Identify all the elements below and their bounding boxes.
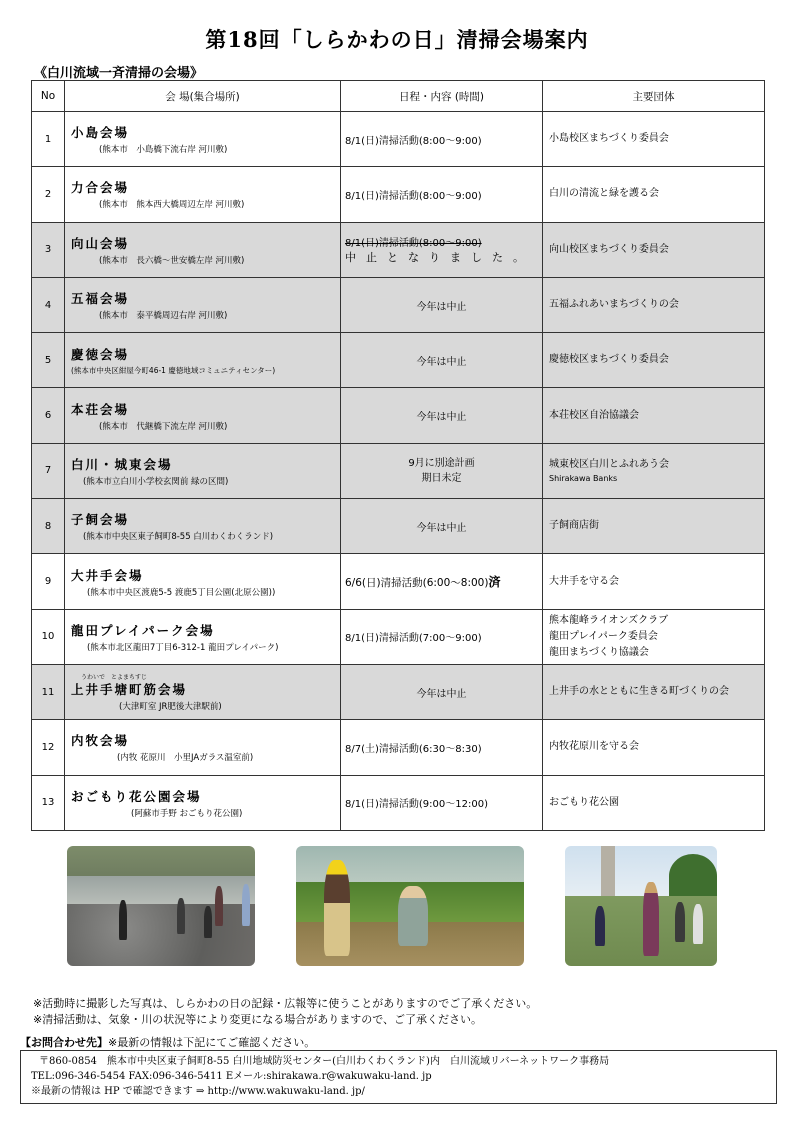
row-no: 11: [32, 664, 65, 719]
table-row: [32, 167, 765, 222]
row-no: 5: [32, 333, 65, 388]
venue-address: (熊本市中央区渡鹿5-5 渡鹿5丁目公園(北原公園)): [87, 587, 276, 598]
schedule: 8/1(日)清掃活動(7:00～9:00): [341, 609, 543, 664]
table-row: [32, 388, 765, 443]
table-row: [32, 333, 765, 388]
table-row: [32, 720, 765, 775]
schedule-line: 期日未定: [421, 472, 462, 484]
organization: 慶徳校区まちづくり委員会: [549, 354, 669, 366]
contact-heading: [20, 1034, 315, 1050]
organization: 白川の清流と緑を護る会: [549, 188, 659, 200]
venue-name: 内牧会場: [71, 733, 130, 749]
schedule: 今年は中止: [341, 388, 543, 443]
venue-name: 上井手塘町筋会場: [71, 682, 188, 698]
venue-name: 五福会場: [71, 291, 130, 307]
organization: 大井手を守る会: [549, 575, 619, 587]
cleanup-photo-riverbank: [67, 846, 255, 966]
note-line: ※活動時に撮影した写真は、しらかわの日の記録・広報等に使うことがありますのでご了承ください。: [33, 997, 538, 1010]
venue-address: (熊本市中央区東子飼町8-55 白川わくわくランド): [83, 532, 274, 543]
venue-address: (大津町室 JR肥後大津駅前): [119, 702, 222, 713]
venue-name: おごもり花公園会場: [71, 788, 202, 804]
venue-address: (熊本市北区龍田7丁目6-312-1 龍田プレイパーク): [87, 642, 279, 653]
row-no: 2: [32, 167, 65, 222]
venue-address: (内牧 花原川 小里JAガラス温室前): [117, 753, 254, 764]
done-mark: 済: [488, 575, 501, 590]
schedule: 6/6(日)清掃活動(6:00～8:00): [345, 577, 489, 590]
contact-address: 〒860-0854 熊本市中央区東子飼町8-55 白川地域防災センター(白川わくわくランド)内 白川流域リバーネットワーク事務局: [39, 1056, 610, 1067]
venue-name: 龍田プレイパーク会場: [71, 622, 215, 638]
section-title: 《白川流域一斉清掃の会場》: [34, 66, 204, 81]
venue-name: 子飼会場: [71, 512, 130, 528]
organization: 向山校区まちづくり委員会: [549, 243, 669, 255]
schedule: 今年は中止: [341, 664, 543, 719]
organization: 子飼商店街: [549, 520, 599, 532]
organization: 内牧花原川を守る会: [549, 741, 639, 753]
schedule: 今年は中止: [341, 277, 543, 332]
venue-name: 力合会場: [71, 180, 130, 196]
table-row: [32, 112, 765, 167]
table-row: [32, 222, 765, 277]
row-no: 1: [32, 112, 65, 167]
venue-address: (熊本市中央区紺屋今町46-1 慶徳地域コミュニティセンター): [71, 365, 276, 375]
row-no: 3: [32, 222, 65, 277]
organization: 本荘校区自治協議会: [549, 409, 639, 421]
row-no: 9: [32, 554, 65, 609]
contact-phone-email: TEL:096-346-5454 FAX:096-346-5411 Eメール:shirakawa.r@wakuwaku-land. jp: [31, 1071, 432, 1082]
notes: [33, 996, 537, 1028]
schedule: 今年は中止: [341, 333, 543, 388]
table-row: [32, 499, 765, 554]
table-row: [32, 277, 765, 332]
contact-heading-label: 【お問合わせ先】: [20, 1036, 108, 1049]
row-no: 8: [32, 499, 65, 554]
header-venue: 会 場(集合場所): [65, 81, 341, 112]
venue-name: 向山会場: [71, 235, 130, 251]
schedule: 8/1(日)清掃活動(8:00～9:00): [341, 167, 543, 222]
venue-ruby: うわいで とよまちすじ: [81, 674, 148, 682]
table-row: [32, 609, 765, 664]
venue-address: (熊本市 小島橋下流右岸 河川敷): [99, 145, 228, 156]
table-row: [32, 664, 765, 719]
page-title: 第18回「しらかわの日」清掃会場案内: [205, 27, 589, 52]
organization: 小島校区まちづくり委員会: [549, 133, 669, 145]
row-no: 6: [32, 388, 65, 443]
row-no: 4: [32, 277, 65, 332]
cleanup-photo-grass: [296, 846, 524, 966]
table-row: [32, 775, 765, 830]
cleanup-photo-park: [565, 846, 717, 966]
venue-address: (熊本市 長六橋～世安橋左岸 河川敷): [99, 255, 245, 266]
organization: 龍田プレイパーク委員会: [549, 630, 658, 642]
header-no: No: [32, 81, 65, 112]
contact-heading-note: ※最新の情報は下記にてご確認ください。: [108, 1036, 316, 1049]
header-organization: 主要団体: [543, 81, 765, 112]
schedule: 8/7(土)清掃活動(6:30～8:30): [341, 720, 543, 775]
table-header-row: [32, 81, 765, 112]
venue-name: 大井手会場: [71, 567, 144, 583]
venue-address: (阿蘇市手野 おごもり花公園): [131, 808, 243, 819]
organization: おごもり花公園: [549, 796, 619, 808]
row-no: 7: [32, 443, 65, 498]
row-no: 10: [32, 609, 65, 664]
schedule-line: 9月に別途計画: [408, 457, 475, 469]
table-row: [32, 443, 765, 498]
schedule: 8/1(日)清掃活動(8:00～9:00): [341, 112, 543, 167]
organization: 上井手の水とともに生きる町づくりの会: [549, 686, 729, 698]
venue-address: (熊本市 泰平橋周辺右岸 河川敷): [99, 311, 228, 322]
row-no: 13: [32, 775, 65, 830]
schedule-cancel-note: 中止となりました。: [345, 251, 534, 265]
venue-name: 慶徳会場: [71, 346, 130, 362]
organization: 熊本龍峰ライオンズクラブ: [549, 614, 669, 626]
schedule: 今年は中止: [341, 499, 543, 554]
contact-website: ※最新の情報は HP で確認できます ⇒ http://www.wakuwaku-land. jp/: [31, 1086, 365, 1097]
row-no: 12: [32, 720, 65, 775]
organization: 城東校区白川とふれあう会: [549, 458, 669, 470]
venue-address: (熊本市立白川小学校玄関前 緑の区間): [83, 476, 229, 487]
contact-box: [20, 1050, 777, 1104]
venue-name: 小島会場: [71, 125, 130, 141]
header-schedule: 日程・内容 (時間): [341, 81, 543, 112]
organization: 龍田まちづくり協議会: [549, 646, 649, 658]
venue-table: [31, 80, 765, 831]
organization: Shirakawa Banks: [549, 473, 618, 483]
venue-address: (熊本市 代継橋下流左岸 河川敷): [99, 421, 228, 432]
schedule: 8/1(日)清掃活動(9:00～12:00): [341, 775, 543, 830]
venue-name: 白川・城東会場: [71, 456, 173, 472]
note-line: ※清掃活動は、気象・川の状況等により変更になる場合がありますので、ご了承ください。: [33, 1013, 482, 1026]
venue-address: (熊本市 熊本西大橋周辺左岸 河川敷): [99, 200, 245, 211]
venue-name: 本荘会場: [71, 401, 130, 417]
schedule-struck: 8/1(日)清掃活動(8:00～9:00): [345, 238, 482, 250]
table-row: [32, 554, 765, 609]
organization: 五福ふれあいまちづくりの会: [549, 299, 679, 311]
